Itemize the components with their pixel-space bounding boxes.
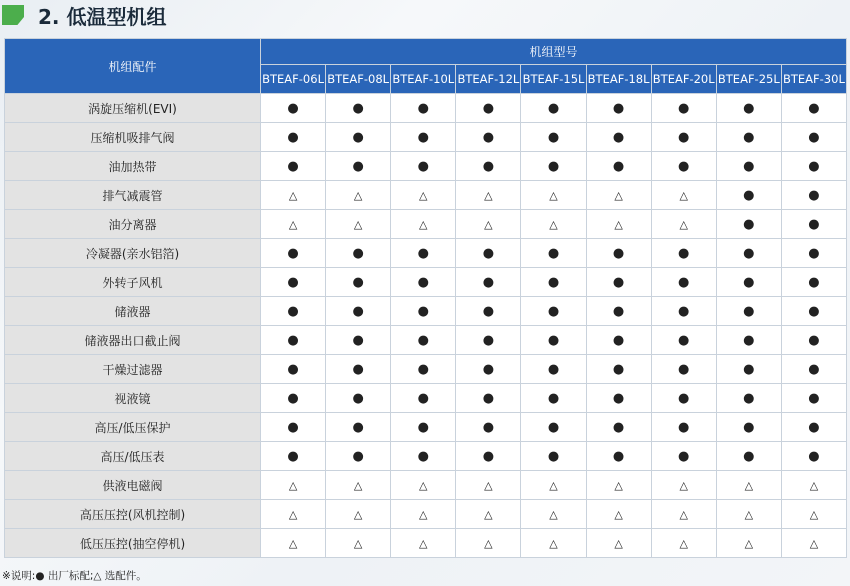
optional-mark-icon: △ xyxy=(326,181,391,210)
optional-mark-icon: △ xyxy=(456,500,521,529)
standard-mark-icon: ● xyxy=(716,239,781,268)
standard-mark-icon: ● xyxy=(326,326,391,355)
standard-mark-icon: ● xyxy=(456,326,521,355)
standard-mark-icon: ● xyxy=(651,326,716,355)
standard-mark-icon: ● xyxy=(781,442,846,471)
standard-mark-icon: ● xyxy=(716,94,781,123)
standard-mark-icon: ● xyxy=(521,384,586,413)
standard-mark-icon: ● xyxy=(651,297,716,326)
component-name: 高压压控(风机控制) xyxy=(5,500,261,529)
legend-note: ※说明:● 出厂标配;△ 选配件。 xyxy=(2,570,147,582)
standard-mark-icon: ● xyxy=(586,123,651,152)
standard-mark-icon: ● xyxy=(261,239,326,268)
component-name: 排气减震管 xyxy=(5,181,261,210)
standard-mark-icon: ● xyxy=(781,94,846,123)
standard-mark-icon: ● xyxy=(456,384,521,413)
standard-mark-icon: ● xyxy=(716,384,781,413)
standard-mark-icon: ● xyxy=(586,297,651,326)
standard-mark-icon: ● xyxy=(716,123,781,152)
component-name: 高压/低压保护 xyxy=(5,413,261,442)
standard-mark-icon: ● xyxy=(326,123,391,152)
model-group-header: 机组型号 xyxy=(261,39,847,65)
standard-mark-icon: ● xyxy=(456,355,521,384)
component-name: 外转子风机 xyxy=(5,268,261,297)
component-name: 供液电磁阀 xyxy=(5,471,261,500)
standard-mark-icon: ● xyxy=(391,384,456,413)
standard-mark-icon: ● xyxy=(261,326,326,355)
standard-mark-icon: ● xyxy=(456,442,521,471)
standard-mark-icon: ● xyxy=(391,413,456,442)
component-name: 储液器 xyxy=(5,297,261,326)
standard-mark-icon: ● xyxy=(716,210,781,239)
table-row xyxy=(5,529,847,558)
table-row xyxy=(5,123,847,152)
standard-mark-icon: ● xyxy=(391,152,456,181)
standard-mark-icon: ● xyxy=(716,326,781,355)
standard-mark-icon: ● xyxy=(326,297,391,326)
standard-mark-icon: ● xyxy=(391,94,456,123)
component-name: 压缩机吸排气阀 xyxy=(5,123,261,152)
standard-mark-icon: ● xyxy=(586,326,651,355)
optional-mark-icon: △ xyxy=(781,500,846,529)
standard-mark-icon: ● xyxy=(456,94,521,123)
standard-mark-icon: ● xyxy=(456,239,521,268)
standard-mark-icon: ● xyxy=(391,123,456,152)
standard-mark-icon: ● xyxy=(261,123,326,152)
model-header: BTEAF-08L xyxy=(326,65,391,94)
component-name: 冷凝器(亲水铝箔) xyxy=(5,239,261,268)
optional-mark-icon: △ xyxy=(716,529,781,558)
table-row xyxy=(5,413,847,442)
optional-mark-icon: △ xyxy=(521,210,586,239)
optional-mark-icon: △ xyxy=(391,529,456,558)
table-row xyxy=(5,268,847,297)
standard-mark-icon: ● xyxy=(586,239,651,268)
model-header: BTEAF-06L xyxy=(261,65,326,94)
standard-mark-icon: ● xyxy=(716,268,781,297)
standard-mark-icon: ● xyxy=(781,297,846,326)
standard-mark-icon: ● xyxy=(781,123,846,152)
standard-mark-icon: ● xyxy=(651,442,716,471)
standard-mark-icon: ● xyxy=(456,123,521,152)
table-row xyxy=(5,500,847,529)
optional-mark-icon: △ xyxy=(326,210,391,239)
standard-mark-icon: ● xyxy=(391,239,456,268)
standard-mark-icon: ● xyxy=(586,355,651,384)
standard-mark-icon: ● xyxy=(261,413,326,442)
optional-mark-icon: △ xyxy=(716,500,781,529)
standard-mark-icon: ● xyxy=(651,152,716,181)
model-header: BTEAF-12L xyxy=(456,65,521,94)
optional-mark-icon: △ xyxy=(261,529,326,558)
standard-mark-icon: ● xyxy=(781,355,846,384)
table-row xyxy=(5,210,847,239)
optional-mark-icon: △ xyxy=(261,471,326,500)
optional-mark-icon: △ xyxy=(326,500,391,529)
standard-mark-icon: ● xyxy=(456,152,521,181)
optional-mark-icon: △ xyxy=(391,500,456,529)
standard-mark-icon: ● xyxy=(521,297,586,326)
table-row xyxy=(5,355,847,384)
component-name: 干燥过滤器 xyxy=(5,355,261,384)
standard-mark-icon: ● xyxy=(716,297,781,326)
standard-mark-icon: ● xyxy=(521,268,586,297)
component-name: 低压压控(抽空停机) xyxy=(5,529,261,558)
optional-mark-icon: △ xyxy=(651,471,716,500)
model-header: BTEAF-30L xyxy=(781,65,846,94)
section-marker-icon xyxy=(2,5,24,25)
standard-mark-icon: ● xyxy=(326,268,391,297)
table-row xyxy=(5,384,847,413)
standard-mark-icon: ● xyxy=(261,297,326,326)
optional-mark-icon: △ xyxy=(586,500,651,529)
optional-mark-icon: △ xyxy=(326,471,391,500)
optional-mark-icon: △ xyxy=(586,471,651,500)
optional-mark-icon: △ xyxy=(586,181,651,210)
standard-mark-icon: ● xyxy=(261,442,326,471)
standard-mark-icon: ● xyxy=(326,384,391,413)
optional-mark-icon: △ xyxy=(521,529,586,558)
standard-mark-icon: ● xyxy=(781,239,846,268)
standard-mark-icon: ● xyxy=(586,268,651,297)
standard-mark-icon: ● xyxy=(651,355,716,384)
optional-mark-icon: △ xyxy=(391,181,456,210)
standard-mark-icon: ● xyxy=(716,152,781,181)
standard-mark-icon: ● xyxy=(586,384,651,413)
standard-mark-icon: ● xyxy=(521,152,586,181)
optional-mark-icon: △ xyxy=(586,529,651,558)
component-name: 高压/低压表 xyxy=(5,442,261,471)
standard-mark-icon: ● xyxy=(391,355,456,384)
optional-mark-icon: △ xyxy=(781,471,846,500)
standard-mark-icon: ● xyxy=(521,94,586,123)
optional-mark-icon: △ xyxy=(521,471,586,500)
standard-mark-icon: ● xyxy=(326,239,391,268)
standard-mark-icon: ● xyxy=(261,384,326,413)
standard-mark-icon: ● xyxy=(716,442,781,471)
table-row xyxy=(5,326,847,355)
standard-mark-icon: ● xyxy=(651,239,716,268)
standard-mark-icon: ● xyxy=(521,413,586,442)
standard-mark-icon: ● xyxy=(586,413,651,442)
model-header: BTEAF-15L xyxy=(521,65,586,94)
table-row xyxy=(5,152,847,181)
standard-mark-icon: ● xyxy=(261,268,326,297)
optional-mark-icon: △ xyxy=(521,181,586,210)
optional-mark-icon: △ xyxy=(781,529,846,558)
model-header: BTEAF-20L xyxy=(651,65,716,94)
standard-mark-icon: ● xyxy=(326,152,391,181)
standard-mark-icon: ● xyxy=(781,413,846,442)
model-header: BTEAF-25L xyxy=(716,65,781,94)
standard-mark-icon: ● xyxy=(586,152,651,181)
standard-mark-icon: ● xyxy=(391,326,456,355)
component-name: 油加热带 xyxy=(5,152,261,181)
model-header: BTEAF-10L xyxy=(391,65,456,94)
optional-mark-icon: △ xyxy=(456,210,521,239)
standard-mark-icon: ● xyxy=(521,355,586,384)
standard-mark-icon: ● xyxy=(651,268,716,297)
optional-mark-icon: △ xyxy=(651,529,716,558)
optional-mark-icon: △ xyxy=(521,500,586,529)
standard-mark-icon: ● xyxy=(716,355,781,384)
standard-mark-icon: ● xyxy=(456,297,521,326)
standard-mark-icon: ● xyxy=(391,268,456,297)
standard-mark-icon: ● xyxy=(586,442,651,471)
standard-mark-icon: ● xyxy=(391,297,456,326)
optional-mark-icon: △ xyxy=(456,529,521,558)
table-row xyxy=(5,94,847,123)
standard-mark-icon: ● xyxy=(326,355,391,384)
standard-mark-icon: ● xyxy=(521,123,586,152)
spec-table xyxy=(4,38,847,558)
optional-mark-icon: △ xyxy=(391,210,456,239)
optional-mark-icon: △ xyxy=(261,210,326,239)
table-row xyxy=(5,471,847,500)
standard-mark-icon: ● xyxy=(326,442,391,471)
standard-mark-icon: ● xyxy=(391,442,456,471)
standard-mark-icon: ● xyxy=(651,123,716,152)
optional-mark-icon: △ xyxy=(326,529,391,558)
component-name: 储液器出口截止阀 xyxy=(5,326,261,355)
standard-mark-icon: ● xyxy=(781,152,846,181)
standard-mark-icon: ● xyxy=(781,326,846,355)
optional-mark-icon: △ xyxy=(651,181,716,210)
standard-mark-icon: ● xyxy=(781,181,846,210)
standard-mark-icon: ● xyxy=(521,442,586,471)
standard-mark-icon: ● xyxy=(456,413,521,442)
component-name: 油分离器 xyxy=(5,210,261,239)
optional-mark-icon: △ xyxy=(391,471,456,500)
standard-mark-icon: ● xyxy=(261,152,326,181)
optional-mark-icon: △ xyxy=(651,210,716,239)
standard-mark-icon: ● xyxy=(651,94,716,123)
standard-mark-icon: ● xyxy=(456,268,521,297)
table-row xyxy=(5,239,847,268)
section-header xyxy=(0,0,166,30)
table-row xyxy=(5,181,847,210)
corner-header: 机组配件 xyxy=(5,39,261,94)
section-title: 2. 低温型机组 xyxy=(38,4,167,29)
standard-mark-icon: ● xyxy=(521,239,586,268)
standard-mark-icon: ● xyxy=(781,210,846,239)
standard-mark-icon: ● xyxy=(326,413,391,442)
table-row xyxy=(5,442,847,471)
standard-mark-icon: ● xyxy=(651,384,716,413)
standard-mark-icon: ● xyxy=(651,413,716,442)
standard-mark-icon: ● xyxy=(326,94,391,123)
component-name: 涡旋压缩机(EVI) xyxy=(5,94,261,123)
standard-mark-icon: ● xyxy=(261,355,326,384)
optional-mark-icon: △ xyxy=(261,181,326,210)
standard-mark-icon: ● xyxy=(261,94,326,123)
standard-mark-icon: ● xyxy=(716,181,781,210)
optional-mark-icon: △ xyxy=(456,181,521,210)
standard-mark-icon: ● xyxy=(586,94,651,123)
optional-mark-icon: △ xyxy=(456,471,521,500)
standard-mark-icon: ● xyxy=(781,268,846,297)
optional-mark-icon: △ xyxy=(586,210,651,239)
component-name: 视液镜 xyxy=(5,384,261,413)
model-header: BTEAF-18L xyxy=(586,65,651,94)
table-row xyxy=(5,297,847,326)
optional-mark-icon: △ xyxy=(261,500,326,529)
standard-mark-icon: ● xyxy=(521,326,586,355)
optional-mark-icon: △ xyxy=(716,471,781,500)
optional-mark-icon: △ xyxy=(651,500,716,529)
standard-mark-icon: ● xyxy=(716,413,781,442)
standard-mark-icon: ● xyxy=(781,384,846,413)
